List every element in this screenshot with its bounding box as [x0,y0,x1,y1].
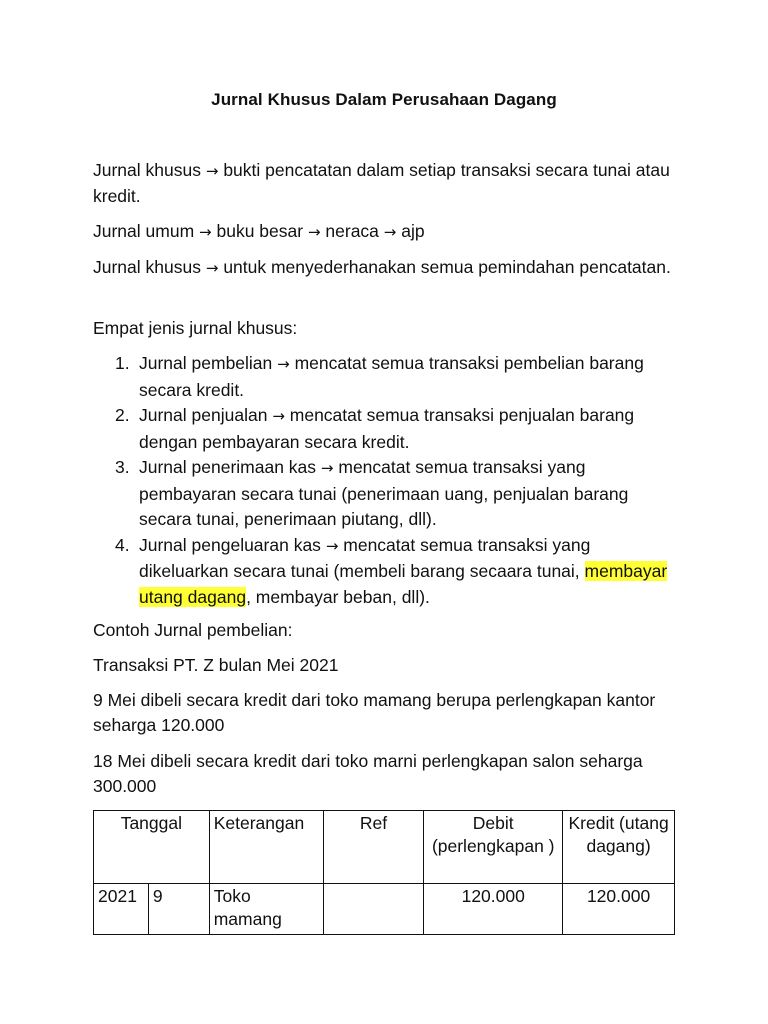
arrow-right-icon: → [272,407,285,425]
cell-year: 2021 [94,884,149,935]
arrow-right-icon: → [277,355,290,373]
cell-day: 9 [148,884,209,935]
arrow-right-icon: → [199,223,212,241]
transaction-heading: Transaksi PT. Z bulan Mei 2021 [93,655,339,675]
intro-term: Jurnal khusus [93,160,201,180]
intro-definition: untuk menyederhanakan semua pemindahan pencatatan. [223,257,671,277]
list-item: 1. Jurnal pembelian → mencatat semua transaksi pembelian barang secara kredit. [115,353,644,400]
header-debit: Debit (perlengkapan ) [424,811,563,884]
intro-term: Jurnal khusus [93,257,201,277]
arrow-right-icon: → [307,223,321,241]
list-item: 2. Jurnal penjualan → mencatat semua transaksi penjualan barang dengan pembayaran secara kredit. [115,405,635,452]
intro-line-2 [93,219,683,245]
transaction-2: 18 Mei dibeli secara kredit dari toko marni perlengkapan salon seharga 300.000 [93,751,643,796]
intro-step: buku besar [216,221,304,241]
arrow-right-icon: → [320,459,334,477]
intro-term: Jurnal umum [93,221,195,241]
list-item: 3. Jurnal penerimaan kas → mencatat semua transaksi yang pembayaran secara tunai (penerimaan uang, penjualan barang secara tunai, penerimaan piutang, dll). [115,457,629,529]
journal-types-list [93,351,683,610]
purchase-journal-table [93,810,675,935]
highlighted-text: membayar utang dagang [139,561,668,607]
arrow-right-icon: → [325,536,339,555]
arrow-right-icon: → [383,223,397,241]
intro-step: ajp [401,221,425,241]
header-keterangan: Keterangan [209,811,323,884]
cell-debit: 120.000 [424,884,563,935]
intro-line-1 [93,158,683,209]
header-ref: Ref [323,811,424,884]
header-kredit: Kredit (utang dagang) [563,811,675,884]
header-tanggal: Tanggal [94,811,210,884]
intro-step: neraca [325,221,379,241]
table-row [94,884,675,935]
intro-line-3 [93,255,683,281]
list-item: 4. Jurnal pengeluaran kas → mencatat semua transaksi yang dikeluarkan secara tunai (membeli barang secaara tunai, membayar utang dagang, membayar beban, dll). [115,534,668,607]
table-header-row [94,811,675,884]
cell-kredit: 120.000 [563,884,675,935]
cell-ref [323,884,424,935]
types-heading: Empat jenis jurnal khusus: [93,318,298,338]
document-title: Jurnal Khusus Dalam Perusahaan Dagang [211,90,557,109]
arrow-right-icon: → [205,259,219,277]
cell-keterangan: Toko mamang [209,884,323,935]
transaction-1: 9 Mei dibeli secara kredit dari toko mamang berupa perlengkapan kantor seharga 120.000 [93,690,656,735]
arrow-right-icon: → [205,162,219,180]
example-heading: Contoh Jurnal pembelian: [93,620,293,640]
intro-definition: bukti pencatatan dalam setiap transaksi secara tunai atau kredit. [93,160,670,206]
